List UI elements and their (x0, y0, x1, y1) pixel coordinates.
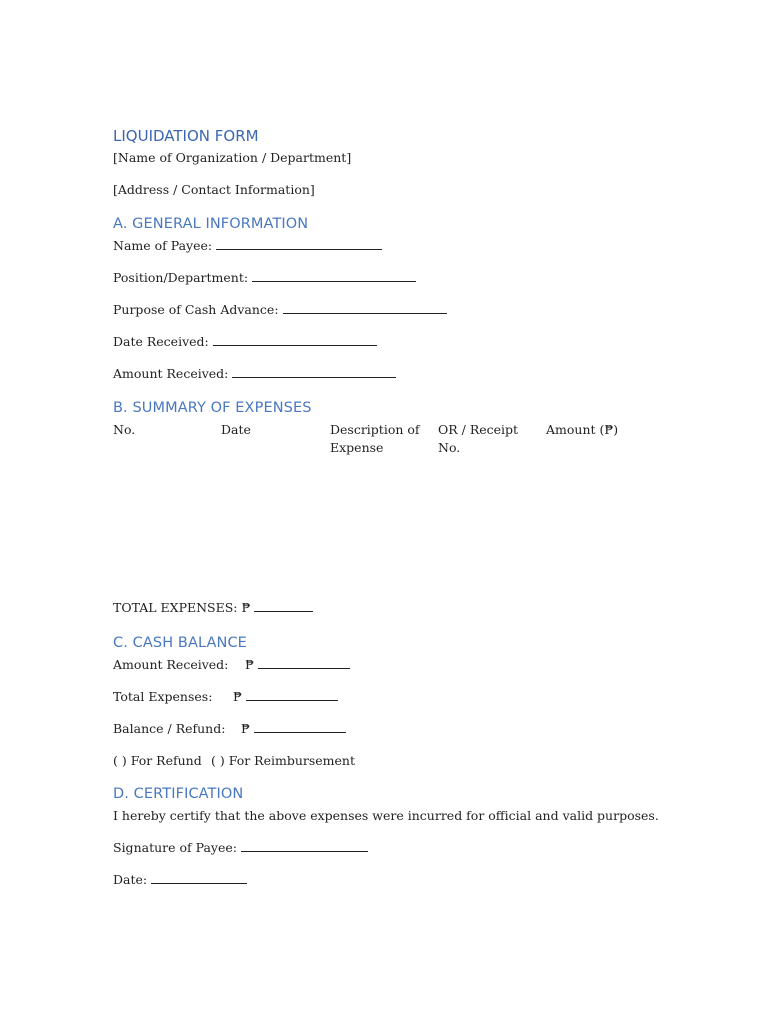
date-received-field (113, 333, 377, 351)
certification-date-field (113, 871, 247, 889)
position-label: Position/Department: (113, 270, 249, 285)
organization-name: [Name of Organization / Department] (113, 150, 352, 165)
position-blank-line[interactable] (252, 269, 416, 282)
organization-address: [Address / Contact Information] (113, 182, 315, 197)
section-c-heading: C. CASH BALANCE (113, 635, 247, 651)
option-reimbursement[interactable]: ( ) For Reimbursement (211, 753, 355, 768)
payee-label: Name of Payee: (113, 238, 213, 253)
cash-amount-received-value (245, 656, 350, 674)
cash-total-expenses-value (233, 688, 338, 706)
section-d-heading: D. CERTIFICATION (113, 786, 244, 802)
date-received-blank-line[interactable] (213, 333, 377, 346)
column-header-no: No. (113, 422, 136, 437)
cash-amount-received-blank-line[interactable] (258, 656, 350, 669)
option-refund[interactable]: ( ) For Refund (113, 753, 202, 768)
section-b-heading: B. SUMMARY OF EXPENSES (113, 400, 312, 416)
certification-date-label: Date: (113, 872, 148, 887)
total-expenses-label: TOTAL EXPENSES: (113, 600, 238, 615)
total-expenses-blank-line[interactable] (254, 599, 313, 612)
cash-amount-received-currency: ₱ (245, 657, 254, 672)
amount-received-blank-line[interactable] (232, 365, 396, 378)
purpose-label: Purpose of Cash Advance: (113, 302, 279, 317)
signature-blank-line[interactable] (241, 839, 368, 852)
column-header-receipt-no: OR / Receipt No. (438, 422, 519, 455)
column-header-description: Description of Expense (330, 422, 420, 455)
form-title: LIQUIDATION FORM (113, 127, 259, 145)
column-header-date: Date (221, 422, 251, 437)
balance-refund-label: Balance / Refund: (113, 721, 226, 736)
cash-amount-received-label: Amount Received: (113, 657, 229, 672)
balance-refund-currency: ₱ (241, 721, 250, 736)
payee-field (113, 237, 382, 255)
certification-date-blank-line[interactable] (151, 871, 247, 884)
cash-total-expenses-currency: ₱ (233, 689, 242, 704)
cash-total-expenses-blank-line[interactable] (246, 688, 338, 701)
position-field (113, 269, 416, 287)
purpose-field (113, 301, 447, 319)
total-expenses-field (113, 599, 313, 617)
balance-refund-blank-line[interactable] (254, 720, 346, 733)
section-a-heading: A. GENERAL INFORMATION (113, 216, 309, 232)
amount-received-field (113, 365, 396, 383)
total-expenses-currency: ₱ (241, 600, 251, 615)
signature-field (113, 839, 368, 857)
cash-total-expenses-label: Total Expenses: (113, 689, 213, 704)
purpose-blank-line[interactable] (283, 301, 447, 314)
amount-received-label: Amount Received: (113, 366, 229, 381)
payee-blank-line[interactable] (216, 237, 382, 250)
certification-statement: I hereby certify that the above expenses were incurred for official and valid purposes. (113, 808, 659, 823)
signature-label: Signature of Payee: (113, 840, 237, 855)
date-received-label: Date Received: (113, 334, 209, 349)
column-header-amount: Amount (₱) (546, 422, 619, 437)
balance-refund-value (241, 720, 346, 738)
